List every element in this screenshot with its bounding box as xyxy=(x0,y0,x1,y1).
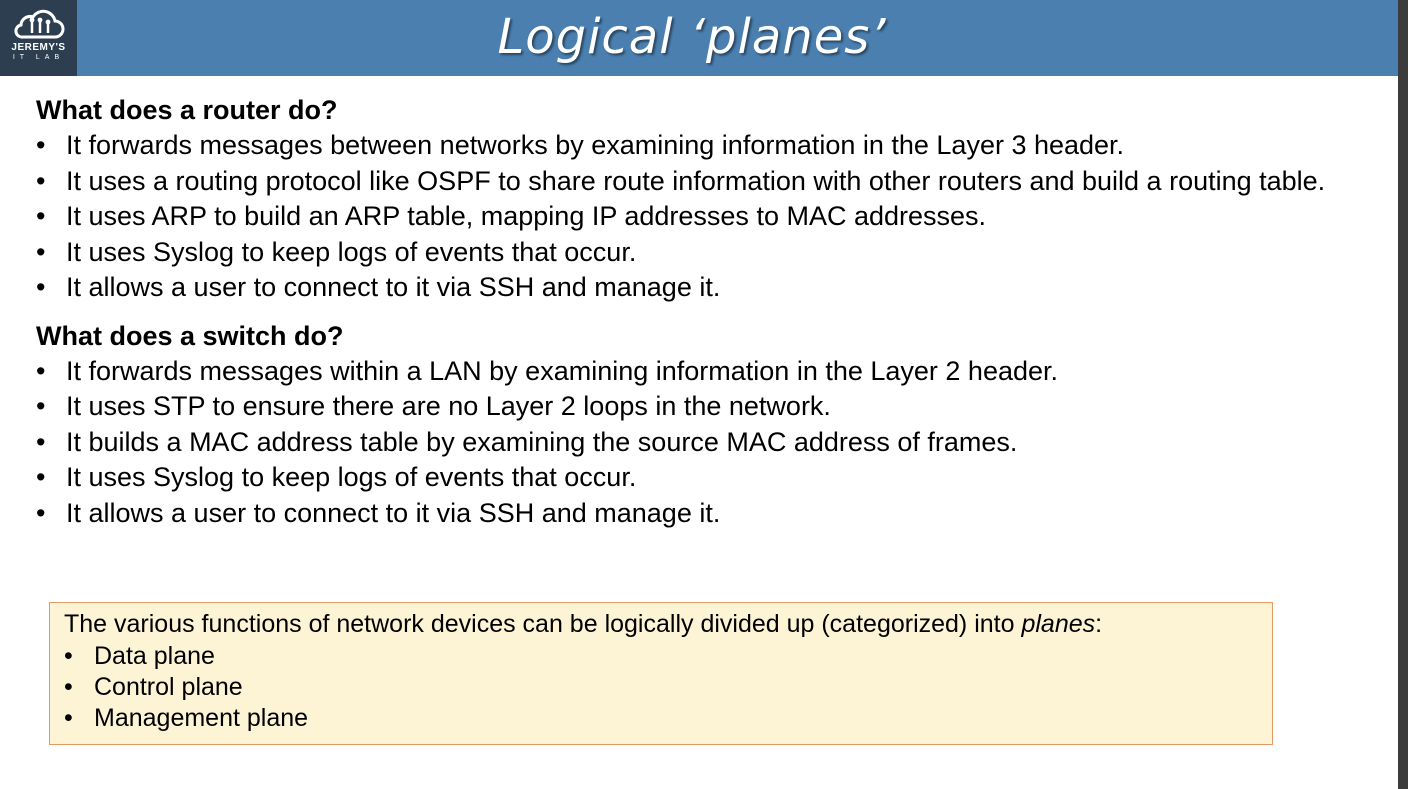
router-bullet-list xyxy=(36,128,1376,306)
cloud-circuit-icon xyxy=(11,9,66,41)
router-heading: What does a router do? xyxy=(36,95,338,125)
slide-title: Logical ‘planes’ xyxy=(497,9,887,65)
list-item: • It builds a MAC address table by examining the source MAC address of frames. xyxy=(36,425,1376,461)
list-item: • Control plane xyxy=(64,672,1272,703)
logo xyxy=(0,0,77,76)
logo-name: JEREMY'S xyxy=(11,42,66,53)
callout-intro-end: : xyxy=(1095,610,1103,638)
list-item: • Management plane xyxy=(64,703,1272,734)
list-item: • It uses STP to ensure there are no Layer 2 loops in the network. xyxy=(36,389,1376,425)
planes-callout-box xyxy=(49,602,1273,745)
list-item: • It uses Syslog to keep logs of events that occur. xyxy=(36,235,1376,271)
planes-list xyxy=(64,641,1272,734)
switch-bullet-list xyxy=(36,354,1376,532)
list-item: • It uses Syslog to keep logs of events that occur. xyxy=(36,460,1376,496)
callout-emphasis: planes xyxy=(1021,610,1096,638)
list-item: • It allows a user to connect to it via SSH and manage it. xyxy=(36,270,1376,306)
callout-intro xyxy=(64,608,1272,641)
switch-heading: What does a switch do? xyxy=(36,320,344,351)
list-item: • Data plane xyxy=(64,641,1272,672)
list-item: • It allows a user to connect to it via SSH and manage it. xyxy=(36,496,1376,532)
list-item: • It uses ARP to build an ARP table, mapping IP addresses to MAC addresses. xyxy=(36,199,1376,235)
list-item: • It uses a routing protocol like OSPF to share route information with other routers and build a routing table. xyxy=(36,164,1376,200)
logo-subtitle: IT LAB xyxy=(12,54,65,61)
list-item: • It forwards messages between networks by examining information in the Layer 3 header. xyxy=(36,128,1376,164)
title-bar xyxy=(0,0,1398,76)
callout-intro-text: The various functions of network devices can be logically divided up (categorized) into xyxy=(64,610,1022,638)
list-item: • It forwards messages within a LAN by examining information in the Layer 2 header. xyxy=(36,354,1376,390)
slide-content xyxy=(36,92,1376,531)
